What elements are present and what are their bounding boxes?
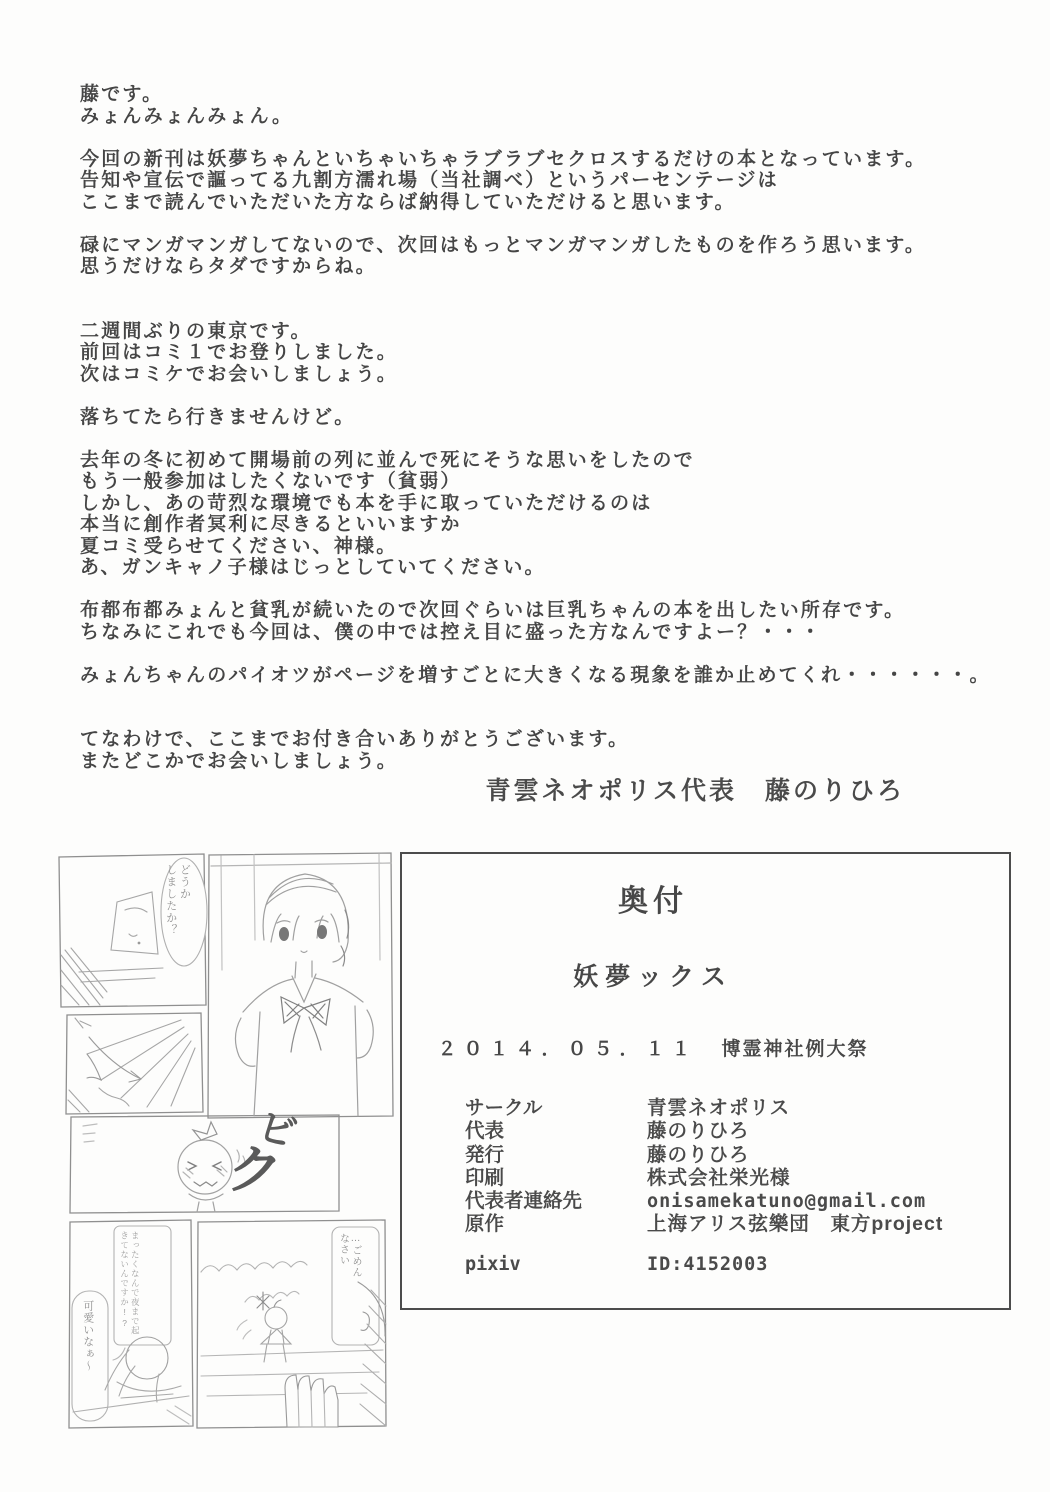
panel4-sketch [83, 1122, 245, 1212]
sfx-text: ク [223, 1136, 286, 1206]
afterword-line: あ、ガンキャノ子様はじっとしていてください。 [80, 557, 546, 578]
colophon-row-pixiv [465, 1253, 943, 1276]
speech-bubble-text [336, 1233, 361, 1337]
colophon-box [400, 852, 1011, 1310]
row-label: 代表 [465, 1120, 505, 1143]
colophon-row [465, 1097, 943, 1120]
event-date: ２０１４．０５．１１ [437, 1039, 698, 1060]
afterword-line: ちなみにこれでも今回は、僕の中では控え目に盛った方なんですよー？・・・ [80, 621, 823, 643]
speech-bubble-text [163, 864, 191, 968]
sketch-comic [55, 850, 395, 1430]
row-label: 印刷 [465, 1166, 505, 1189]
afterword-line [80, 213, 991, 235]
afterword-line [80, 385, 991, 407]
colophon-rows [465, 1097, 943, 1276]
author-signature: 青雲ネオポリス代表 藤のりひろ [485, 777, 905, 805]
row-label: 代表者連絡先 [465, 1190, 583, 1213]
colophon-row [465, 1120, 943, 1143]
afterword-line: しかし、あの苛烈な環境でも本を手に取っていただけるのは [80, 492, 653, 514]
afterword-line: 夏コミ受らせてください、神様。 [80, 535, 398, 557]
pixiv-id: ID:4152003 [647, 1253, 769, 1275]
speech-line: なさい [337, 1233, 349, 1266]
afterword-line: 落ちてたら行きませんけど。 [80, 406, 356, 428]
speech-bubble-text [119, 1231, 140, 1337]
row-value: 藤のりひろ [647, 1120, 750, 1143]
pixiv-label: pixiv [465, 1253, 521, 1275]
afterword-line: 去年の冬に初めて開場前の列に並んで死にそうな思いをしたので [80, 449, 695, 471]
event-name: 博霊神社例大祭 [721, 1039, 869, 1060]
afterword-line: またどこかでお会いしましょう。 [80, 750, 399, 772]
event-line [402, 1034, 904, 1061]
row-label: 発行 [465, 1143, 505, 1166]
afterword-line: 本当に創作者冥利に尽きるといいますか [80, 514, 462, 535]
afterword-line: 二週間ぶりの東京です。 [80, 320, 312, 342]
row-label: 原作 [465, 1213, 505, 1236]
afterword-line [80, 708, 991, 730]
row-value: 上海アリス弦樂団 東方project [647, 1213, 944, 1236]
afterword-line: 次はコミケでお会いしましょう。 [80, 363, 399, 385]
contact-email: onisamekatuno@gmail.com [647, 1191, 927, 1213]
speech-line: 可愛いなぁ～ [81, 1300, 94, 1372]
speech-line: どうか [178, 864, 191, 900]
sketch-comic-drawing [55, 850, 395, 1430]
panel3-sketch [68, 1018, 195, 1112]
book-title: 妖夢ックス [573, 963, 733, 991]
row-value: 株式会社栄光様 [647, 1166, 791, 1189]
sfx-text: ビ [252, 1105, 302, 1157]
afterword-line: 告知や宣伝で謳ってる九割方濡れ場（当社調べ）というパーセンテージは [80, 170, 779, 191]
afterword-line [80, 643, 991, 665]
afterword-line: 藤です。 [80, 84, 164, 105]
speech-line: …ごめん [350, 1233, 361, 1278]
colophon-title: 奥付 [618, 885, 688, 918]
speech-line: まったくなんで夜まで起きてないんですか!? [119, 1231, 141, 1336]
afterword-line: 前回はコミ１でお登りしました。 [80, 342, 399, 363]
row-label: サークル [465, 1097, 543, 1119]
colophon-row [465, 1213, 943, 1236]
colophon-row [465, 1167, 943, 1190]
afterword-line: みょんちゃんのパイオツがページを増すごとに大きくなる現象を誰か止めてくれ・・・・・・。 [80, 664, 991, 686]
speech-line: しましたか？ [164, 864, 177, 936]
afterword-line [80, 278, 991, 300]
afterword-text-block [80, 84, 991, 772]
afterword-line: 布都布都みょんと貧乳が続いたので次回ぐらいは巨乳ちゃんの本を出したい所存です。 [80, 600, 906, 621]
afterword-line: てなわけで、ここまでお付き合いありがとうございます。 [80, 729, 630, 750]
afterword-line: 今回の新刊は妖夢ちゃんといちゃいちゃラブラブセクロスするだけの本となっています。 [80, 148, 927, 170]
afterword-line [80, 428, 991, 450]
afterword-line: 思うだけならタダですからね。 [80, 256, 377, 277]
afterword-line [80, 127, 991, 149]
colophon-row [465, 1144, 943, 1167]
afterword-line: ここまで読んでいただいた方ならば納得していただけると思います。 [80, 191, 736, 213]
afterword-line: 碌にマンガマンガしてないので、次回はもっとマンガマンガしたものを作ろう思います。 [80, 234, 927, 256]
afterword-line [80, 299, 991, 321]
row-value: 青雲ネオポリス [647, 1097, 791, 1119]
afterword-line: もう一般参加はしたくないです（貧弱） [80, 471, 462, 492]
afterword-line: みょんみょんみょん。 [80, 105, 294, 127]
row-value: 藤のりひろ [647, 1143, 750, 1166]
speech-bubble-text [80, 1300, 94, 1416]
colophon-row [465, 1190, 943, 1213]
afterword-line [80, 686, 991, 708]
panel2-sketch [211, 854, 391, 1116]
afterword-line [80, 579, 991, 601]
colophon-header [402, 876, 1009, 1061]
